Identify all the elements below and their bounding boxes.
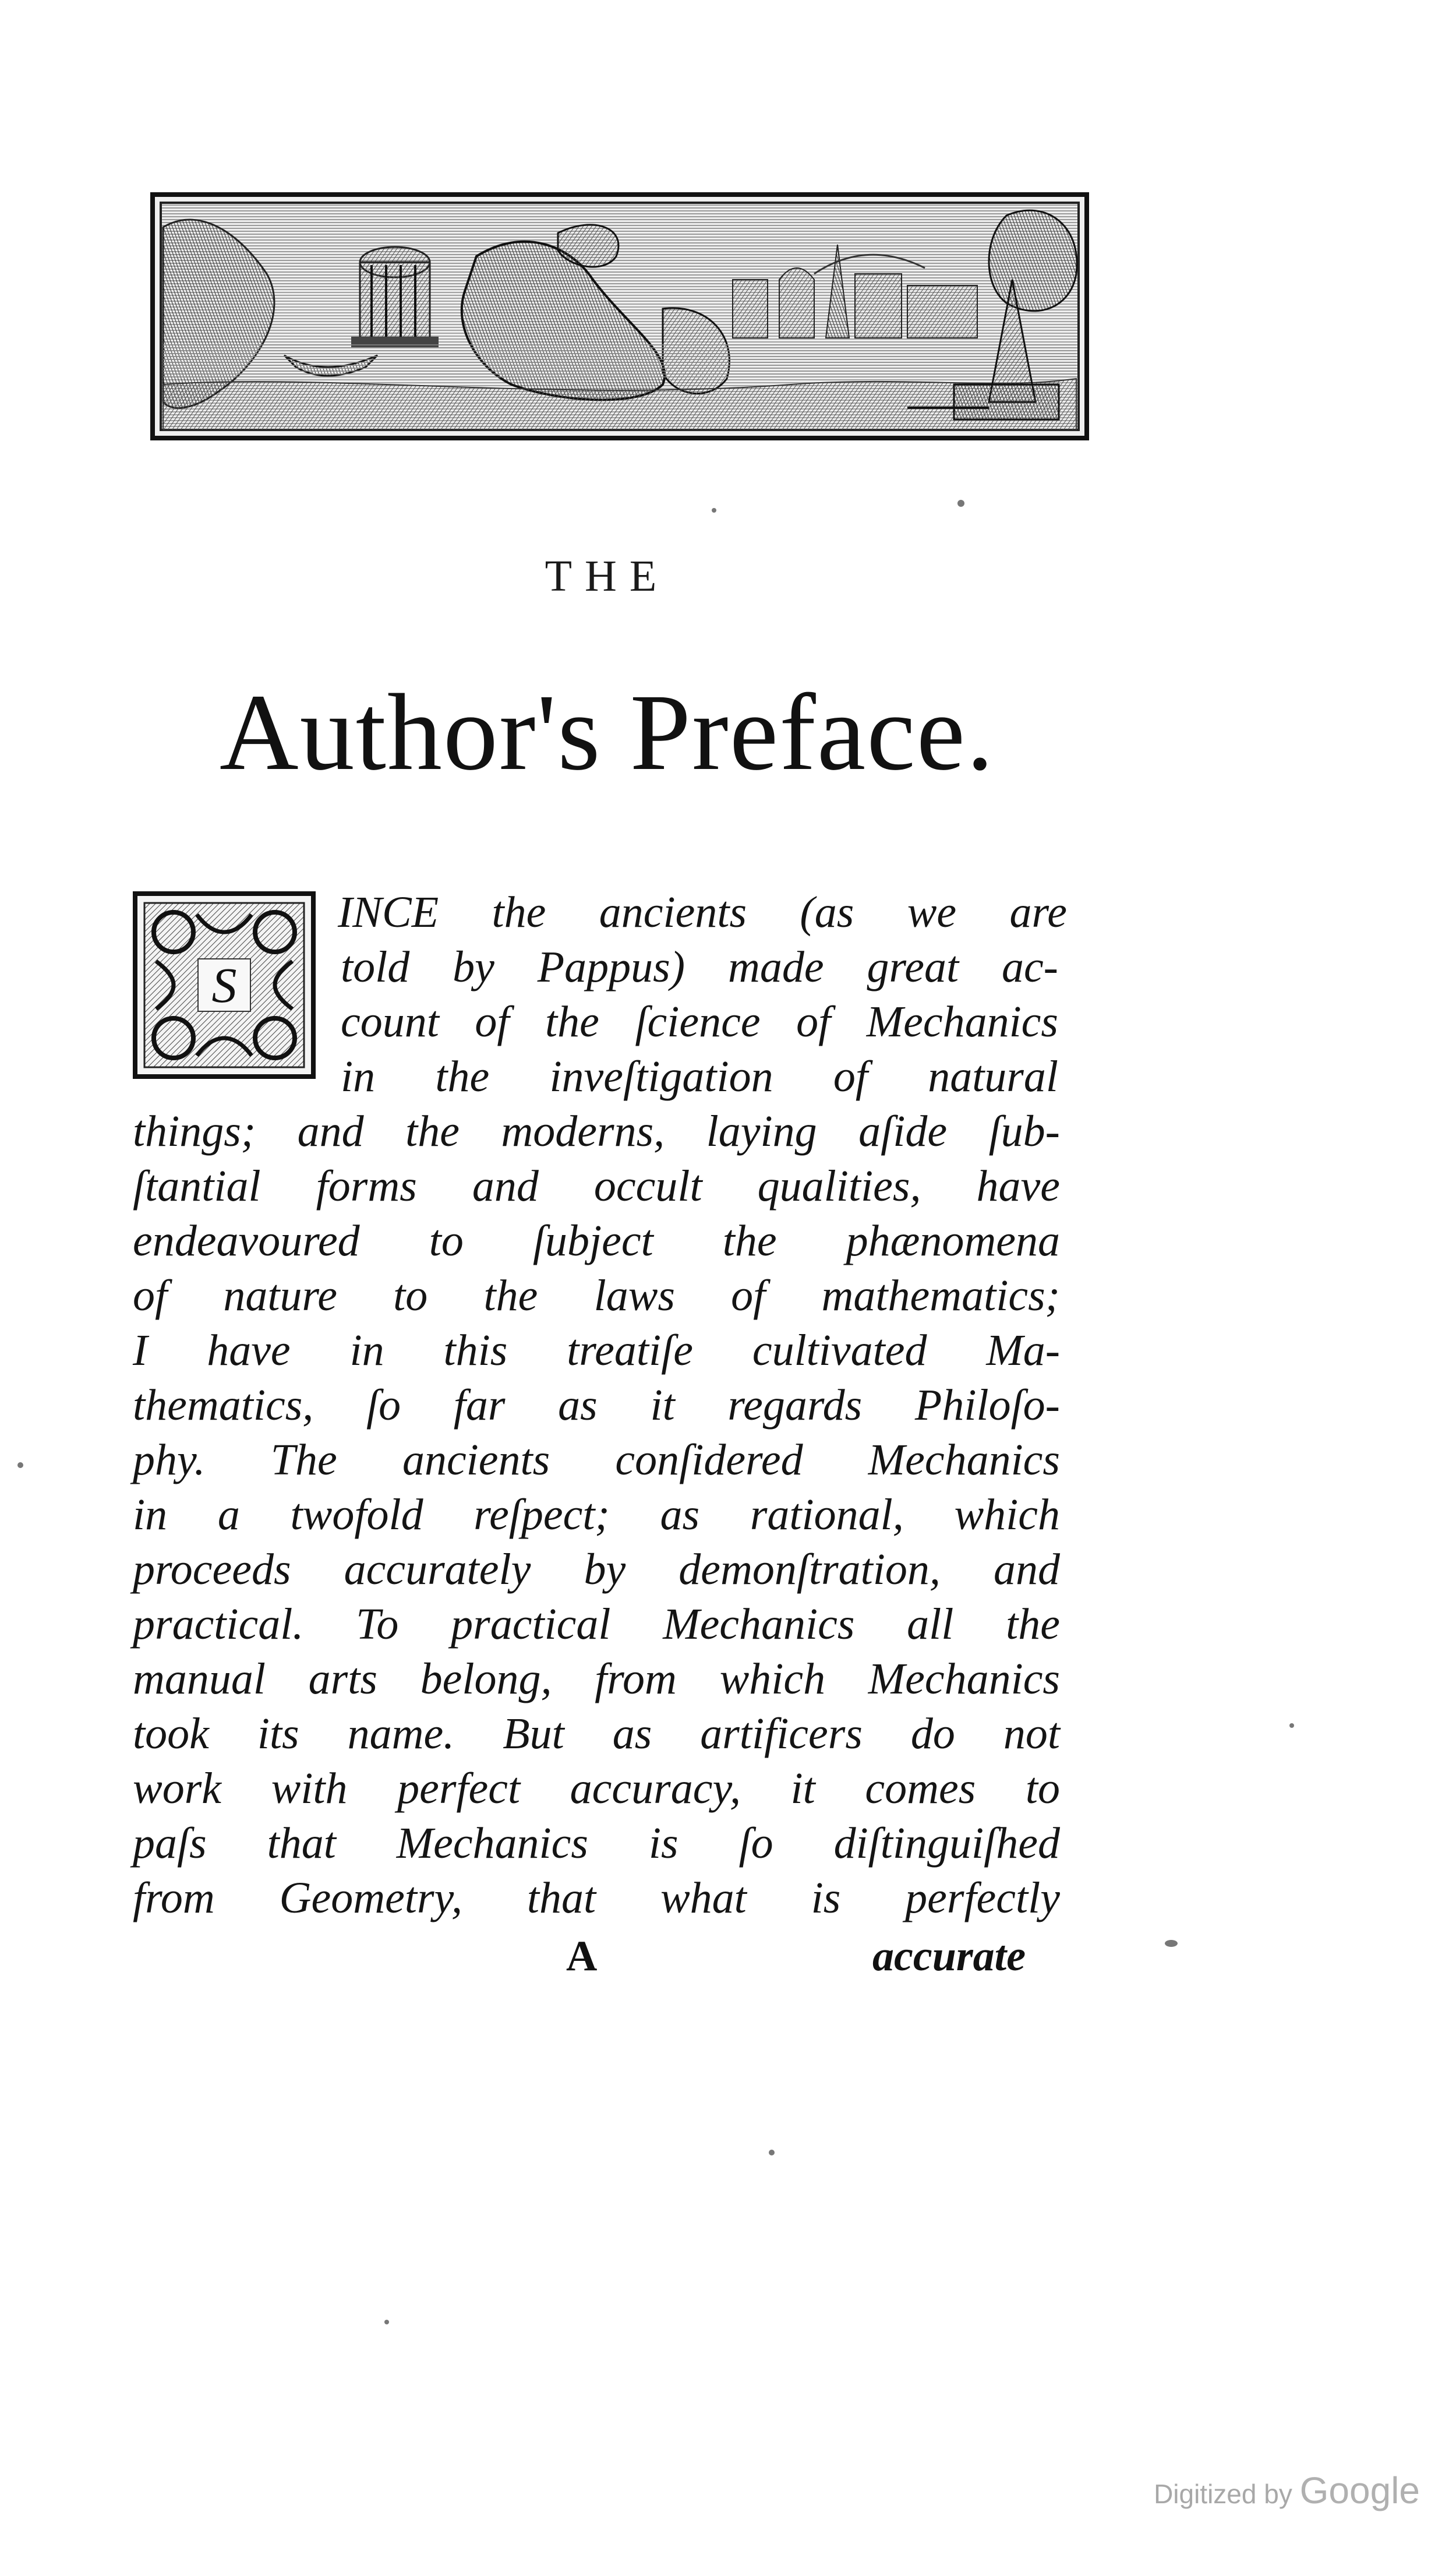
text-line: manual arts belong, from which Mechanics (133, 1654, 1060, 1703)
print-speck (1289, 1723, 1294, 1728)
signature-mark: A (566, 1932, 598, 1980)
text-line: phy. The ancients conſidered Mechanics (133, 1435, 1060, 1484)
initial-letter: S (211, 957, 237, 1013)
title-kicker: THE (545, 552, 670, 601)
text-line: from Geometry, that what is perfectly (133, 1873, 1060, 1922)
text-line: thematics, ſo far as it regards Philoſo- (133, 1381, 1060, 1430)
digitized-by-watermark (1154, 2469, 1420, 2512)
print-speck (712, 508, 716, 513)
text-line: I have in this treatiſe cultivated Ma- (133, 1326, 1060, 1375)
print-speck (1165, 1940, 1178, 1947)
text-line: in the inveſtigation of natural (341, 1052, 1058, 1101)
text-line: in a twofold reſpect; as rational, which (133, 1490, 1060, 1539)
text-line: practical. To practical Mechanics all the (133, 1600, 1060, 1649)
catchword: accurate (872, 1932, 1026, 1980)
text-line: INCE the ancients (as we are (338, 888, 1067, 937)
text-line: took its name. But as artificers do not (133, 1709, 1060, 1758)
text-line: told by Pappus) made great ac- (341, 943, 1058, 992)
google-brand: Google (1299, 2469, 1420, 2511)
print-speck (17, 1462, 23, 1468)
text-line: proceeds accurately by demonſtration, and (133, 1545, 1060, 1594)
text-line: of nature to the laws of mathematics; (133, 1271, 1060, 1320)
text-line: things; and the moderns, laying aſide ſub- (133, 1107, 1060, 1156)
digitized-label: Digitized by (1154, 2479, 1292, 2509)
print-speck (384, 2320, 389, 2324)
page-title: Author's Preface. (219, 671, 995, 793)
text-line: count of the ſcience of Mechanics (341, 997, 1058, 1046)
text-line: ſtantial forms and occult qualities, have (133, 1162, 1060, 1211)
text-line: endeavoured to ſubject the phænomena (133, 1216, 1060, 1265)
print-speck (957, 500, 964, 507)
text-line: work with perfect accuracy, it comes to (133, 1764, 1060, 1813)
print-speck (769, 2150, 775, 2155)
text-line: paſs that Mechanics is ſo diſtinguiſhed (133, 1819, 1060, 1868)
